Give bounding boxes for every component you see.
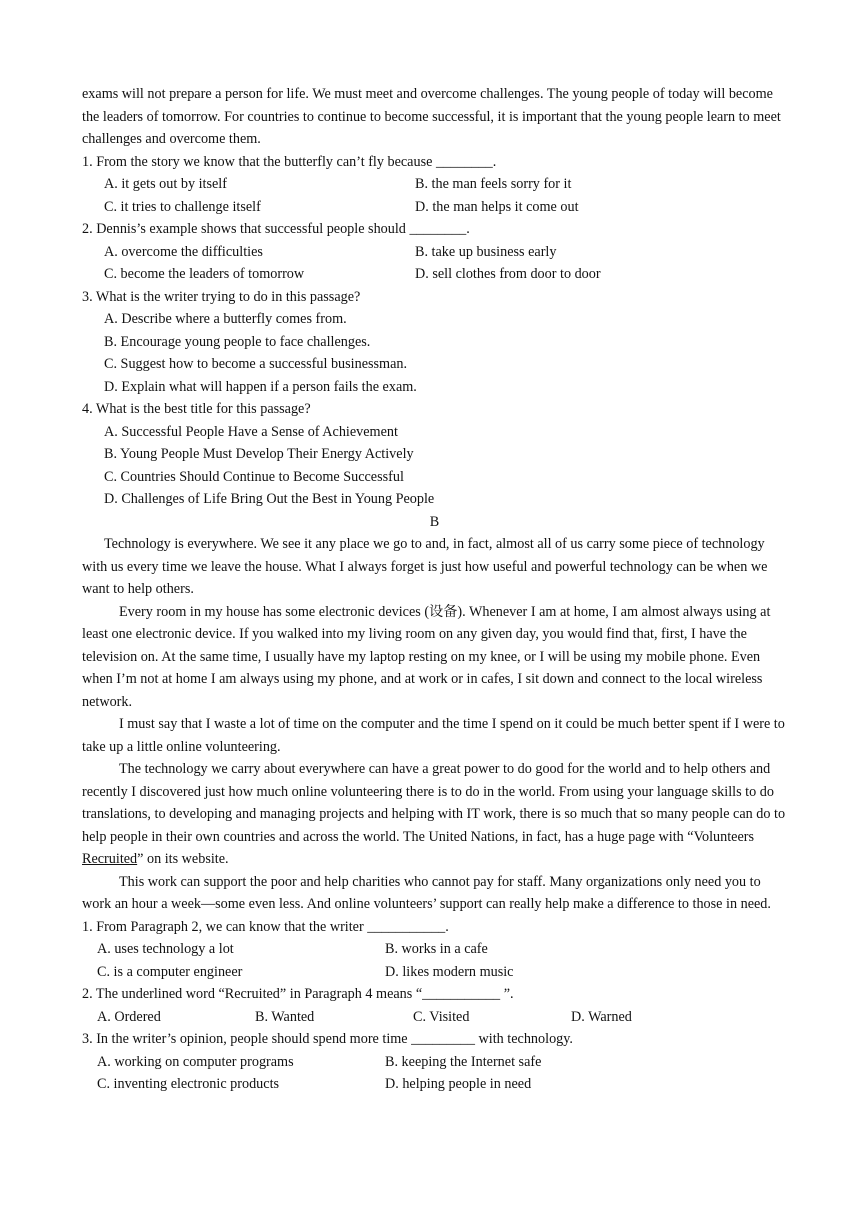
- passage-a-continuation: exams will not prepare a person for life. We must meet and overcome challenges. The young people of today will become the leaders of tomorrow. For countries to continue to become successful, it is important that the young people learn to meet challenges and overcome them.: [82, 86, 781, 147]
- option-a: A. Describe where a butterfly comes from.: [104, 311, 347, 327]
- question-b3-stem: 3. In the writer’s opinion, people should spend more time _________ with technology.: [82, 1031, 573, 1047]
- option-a: A. overcome the difficulties: [104, 243, 263, 260]
- option-c: C. become the leaders of tomorrow: [104, 266, 305, 282]
- option-d: D. the man helps it come out: [415, 198, 579, 215]
- option-a: A. working on computer programs: [97, 1053, 294, 1070]
- question-a2-options-row2: [82, 263, 787, 286]
- option-c: C. Visited: [413, 1008, 470, 1025]
- option-c: C. it tries to challenge itself: [104, 198, 261, 215]
- question-a3-stem: 3. What is the writer trying to do in this passage?: [82, 288, 361, 305]
- question-a4-stem: 4. What is the best title for this passage?: [82, 401, 311, 417]
- option-b: B. Encourage young people to face challenges.: [104, 333, 371, 350]
- question-b1-options-row2: [82, 961, 787, 984]
- option-b: B. Wanted: [255, 1008, 315, 1025]
- question-b3-options-row2: [82, 1073, 787, 1096]
- question-b2-stem: 2. The underlined word “Recruited” in Paragraph 4 means “___________ ”.: [82, 986, 514, 1002]
- option-a: A. uses technology a lot: [97, 941, 234, 957]
- paragraph-4-text-after: ” on its website.: [137, 851, 229, 867]
- underlined-word: Recruited: [82, 851, 138, 867]
- question-a1-options-row1: [82, 173, 787, 196]
- passage-b-heading: B: [429, 513, 440, 530]
- option-b: B. works in a cafe: [385, 941, 488, 957]
- question-a1-options-row2: [82, 196, 787, 219]
- question-b2-options-row: [82, 1006, 787, 1029]
- option-b: B. the man feels sorry for it: [415, 176, 572, 192]
- option-a: A. it gets out by itself: [104, 176, 227, 192]
- option-d: D. likes modern music: [385, 963, 514, 980]
- option-c: C. Suggest how to become a successful businessman.: [104, 356, 408, 372]
- question-b1-stem: 1. From Paragraph 2, we can know that the writer ___________.: [82, 918, 449, 935]
- question-a1-stem: 1. From the story we know that the butterfly can’t fly because ________.: [82, 153, 497, 170]
- passage-b-paragraph-3: I must say that I waste a lot of time on the computer and the time I spend on it could be much better spent if I were to take up a little online volunteering.: [82, 716, 785, 755]
- question-a2-stem: 2. Dennis’s example shows that successful people should ________.: [82, 221, 470, 237]
- passage-b-paragraph-5: This work can support the poor and help charities who cannot pay for staff. Many organizations only need you to work an hour a week—some even less. And online volunteers’ support can really help make a difference to those in need.: [82, 873, 771, 912]
- option-c: C. Countries Should Continue to Become Successful: [104, 468, 404, 485]
- option-c: C. is a computer engineer: [97, 963, 243, 980]
- paragraph-4-text-before: The technology we carry about everywhere can have a great power to do good for the world and to help others and recently I discovered just how much online volunteering there is to do in the world. From using your language skills to do translations, to developing and managing projects and helping with IT work, there is so much that so many people can do to help people in their own countries and across the world. The United Nations, in fact, has a huge page with “Volunteers: [82, 761, 786, 845]
- document-page: [82, 83, 787, 1096]
- option-d: D. helping people in need: [385, 1076, 532, 1092]
- question-b3-options-row1: [82, 1051, 787, 1074]
- option-b: B. keeping the Internet safe: [385, 1053, 542, 1070]
- passage-b-paragraph-2: Every room in my house has some electronic devices (设备). Whenever I am at home, I am almost always using at least one electronic device. If you walked into my living room on any given day, you would find that, first, I have the television on. At the same time, I usually have my laptop resting on my knee, or I will be using my mobile phone. Even when I’m not at home I am always using my phone, and at work or in cafes, I sit down and connect to the local wireless network.: [82, 603, 771, 710]
- option-b: B. take up business early: [415, 243, 557, 260]
- question-b1-options-row1: [82, 938, 787, 961]
- option-a: A. Successful People Have a Sense of Achievement: [104, 423, 398, 440]
- option-d: D. sell clothes from door to door: [415, 266, 601, 282]
- passage-b-paragraph-4: [82, 758, 787, 871]
- option-d: D. Warned: [571, 1008, 632, 1025]
- option-d: D. Explain what will happen if a person fails the exam.: [104, 378, 417, 395]
- question-a2-options-row1: [82, 241, 787, 264]
- option-d: D. Challenges of Life Bring Out the Best in Young People: [104, 491, 435, 507]
- option-c: C. inventing electronic products: [97, 1076, 280, 1092]
- passage-b-paragraph-1: Technology is everywhere. We see it any place we go to and, in fact, almost all of us carry some piece of technology with us every time we leave the house. What I always forget is just how useful and powerful technology can be when we want to help others.: [82, 536, 768, 597]
- option-b: B. Young People Must Develop Their Energy Actively: [104, 446, 414, 462]
- option-a: A. Ordered: [97, 1008, 161, 1025]
